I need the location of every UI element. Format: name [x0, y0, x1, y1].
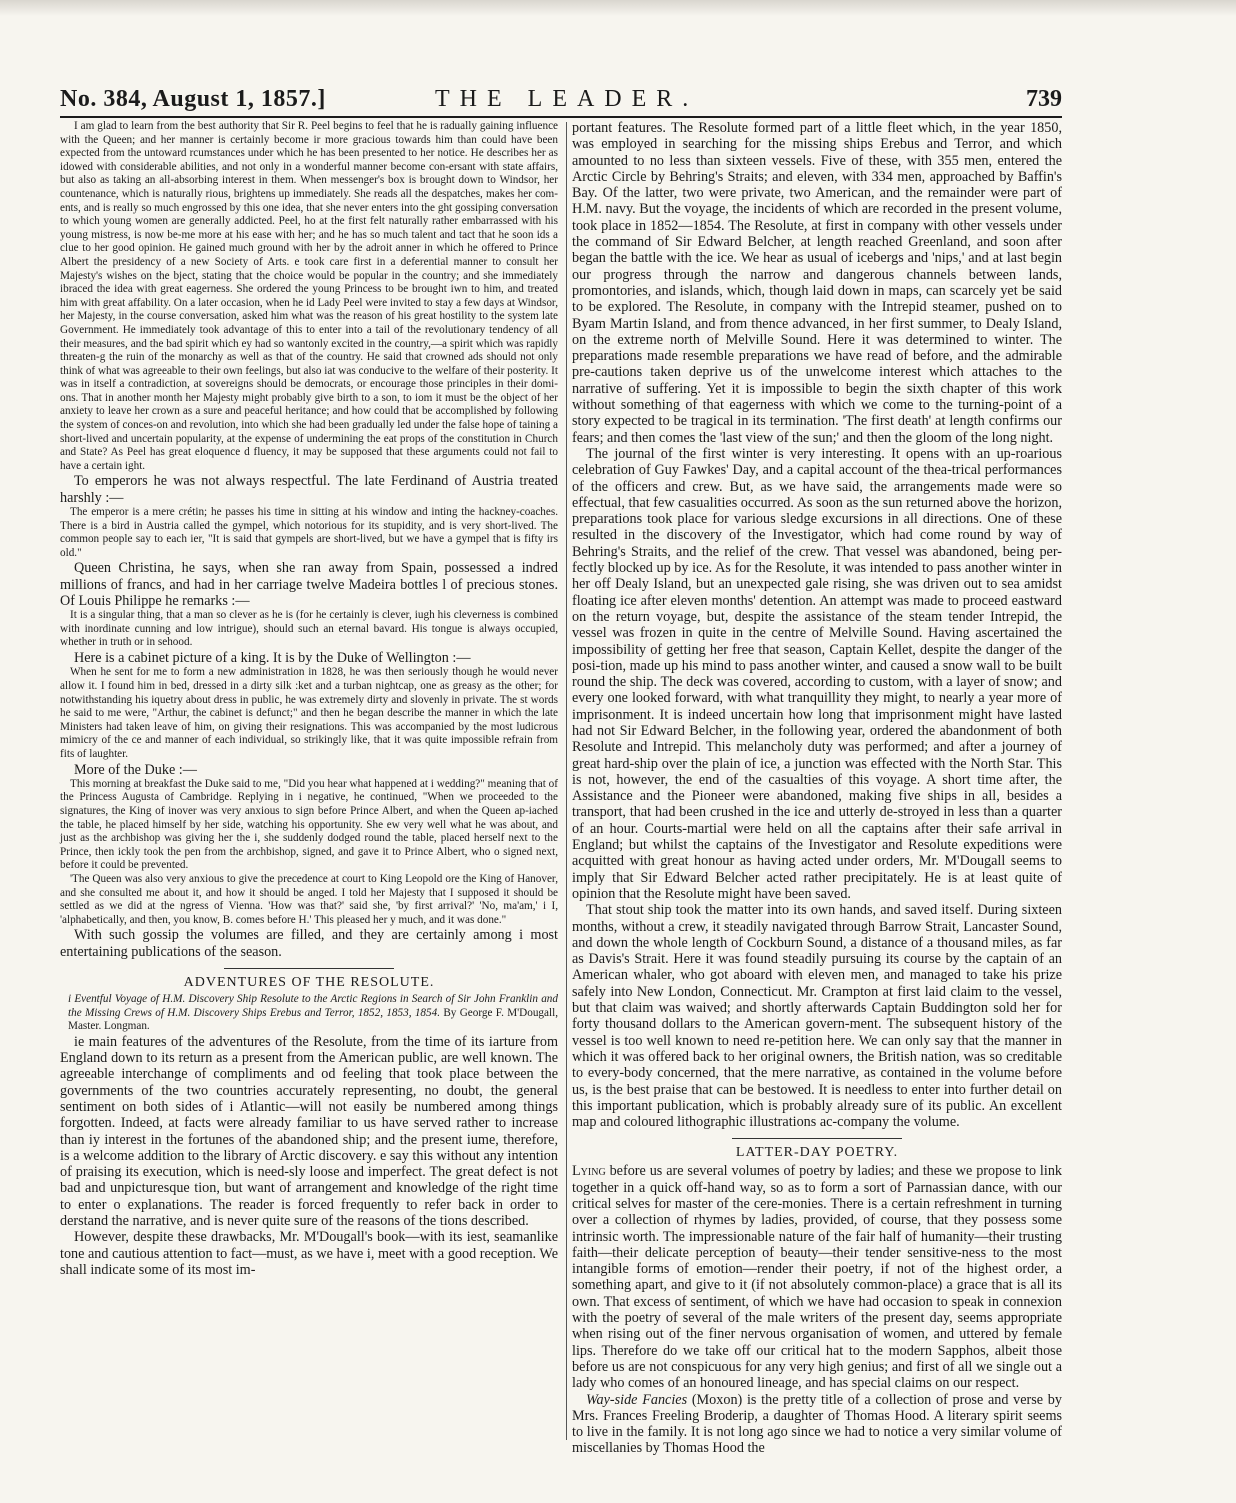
page-top-edge — [0, 0, 1236, 16]
quoted-paragraph: It is a singular thing, that a man so clever as he is (for he certainly is clever, iugh his cleverness is combined with inordinate cunning and low intrigue), should such an eternal bavard. His tongue is always occupied, whether in truth or in sehood. — [60, 609, 558, 649]
article-paragraph — [572, 1392, 1062, 1457]
article-paragraph: The journal of the first winter is very interesting. It opens with an up-roarious celebration of Guy Fawkes' Day, and a capital account of the thea-trical performances of the officers and crew. But, as we have said, the arrangements made were so effectual, that few casualities occurred. As soon as the sun returned above the horizon, preparations took place for various sledge excursions in all directions. One of these resulted in the discovery of the Investigator, which had come round by way of Behring's Straits, and the relief of the crew. That vessel was abandoned, being per-fectly blocked up by ice. As for the Resolute, it was intended to pass another winter in her off Dealy Island, but an unexpected gale rising, she was driven out to sea amidst floating ice after eleven months' detention. An attempt was made to proceed eastward on the return voyage, but, despite the assistance of the steam tender Intrepid, the vessel was frozen in quite in the centre of Melville Sound. Having ascertained the impossibility of getting her free that season, Captain Kellet, despite the danger of the posi-tion, made up his mind to pass another winter, and caused a snow wall to be built round the ship. The deck was covered, according to custom, with a layer of snow; and every one looked forward, with what tranquillity they might, to nearly a year more of imprisonment. It is indeed uncertain how long that imprisonment might have lasted had not Sir Edward Belcher, in the following year, ordered the abandonment of both Resolute and Intrepid. This melancholy duty was performed; and after a journey of great hard-ship over the plain of ice, a junction was effected with the North Star. This is not, however, the end of the casualties of this voyage. A short time after, the Assistance and the Pioneer were abandoned, making five ships in all, besides a transport, that had been crushed in the ice and utterly de-stroyed in less than a quarter of an hour. Courts-martial were held on all the captains after their safe arrival in England; but whilst the captains of the Investigator and Resolute expeditions were acquitted with great honour as having acted under orders, Mr. M'Dougall seems to imply that Sir Edward Belcher acted rather precipitately. He is at least quite of opinion that the Resolute might have been saved. — [572, 445, 1062, 902]
left-column — [60, 120, 558, 1440]
page-number: 739 — [1026, 86, 1062, 112]
article-paragraph: More of the Duke :— — [74, 761, 197, 778]
book-publisher: Longman. — [104, 1020, 150, 1033]
article-paragraph: ie main features of the adventures of the Resolute, from the time of its iarture from England down to its return as a present from the American public, are well known. The agreeable interchange of compliments and od feeling that took place between the governments of the two countries accurately representing, no doubt, the general sentiment on both sides of i Atlantic—will not easily be numbered among things forgotten. Indeed, at facts were already familiar to us have served rather to increase than iy interest in the fortunes of the abandoned ship; and the present iume, therefore, is a welcome addition to the library of Arctic discovery. e say this without any intention of praising its execution, which is need-sly loose and imperfect. The great defect is not bad and unpicturesque tion, but want of arrangement and knowledge of the right time to enter o explanations. The reader is forced frequently to refer back in order to derstand the narrative, and is never quite sure of the reasons of the tions described. — [60, 1033, 558, 1229]
article-paragraph: That stout ship took the matter into its own hands, and saved itself. During sixteen months, without a crew, it steadily navigated through Barrow Strait, Lancaster Sound, and down the whole length of Cockburn Sound, a distance of a thousand miles, as far as Davis's Strait. Here it was found steadily pursuing its course by the captain of an American whaler, who got aboard with eleven men, and managed to take his prize safely into New London, Connecticut. Mr. Crampton at first laid claim to the vessel, but that claim was waived; and shortly afterwards Captain Buddington sold her for forty thousand dollars to the American govern-ment. The subsequent history of the vessel is too well known to need re-petition here. We can only say that the manner in which it was offered back to her original owners, the British nation, was so creditable to every-body concerned, that the mere narrative, as contained in the volume before us, is the best praise that can be bestowed. It is needless to enter into further detail on this important publication, which is probably already sure of its public. An excellent map and coloured lithographic illustrations ac-company the volume. — [572, 902, 1062, 1131]
section-divider — [224, 968, 394, 969]
article-paragraph: portant features. The Resolute formed part of a little fleet which, in the year 1850, was employed in searching for the missing ships Erebus and Terror, and which amounted to no less than sixteen vessels. Five of these, with 355 men, entered the Arctic Circle by Behring's Straits; and eleven, with 334 men, approached by Baffin's Bay. Of the latter, two were private, two American, and the remainder were part of H.M. navy. But the voyage, the incidents of which are recorded in the present volume, took place in 1852—1854. The Resolute, at first in company with other vessels under the command of Sir Edward Belcher, at length reached Greenland, and soon after began the battle with the ice. We hear as usual of icebergs and 'nips,' and at last begin our progress through the narrow and dangerous channels between lands, promontories, and islands, which, though laid down in maps, can scarcely yet be said to be explored. The Resolute, in company with the Intrepid steamer, pushed on to Byam Martin Island, and from thence advanced, in her first summer, to Dealy Island, on the extreme north of Melville Sound. Here it was determined to winter. The preparations made resemble preparations we have read of before, and the admirable pre-cautions taken deprive us of the unwelcome interest which attaches to the narrative of suffering. Yet it is impossible to begin the sixth chapter of this work without something of that eagerness with which we come to the turning-point of a story expected to be tragical in its termination. 'The first death' at length confirms our fears; and then comes the 'last view of the sun;' and then the gloom of the long night. — [572, 120, 1062, 446]
book-citation — [60, 993, 558, 1034]
quoted-paragraph: The emperor is a mere crétin; he passes his time in sitting at his window and inting the hackney-coaches. There is a bird in Austria called the gympel, which notorious for its stupidity, and is very short-lived. The common people say to each ier, "It is said that gympels are short-lived, but we have a gympel that is fifty irs old." — [60, 506, 558, 559]
article-paragraph: To emperors he was not always respectful. The late Ferdinand of Austria treated harshly :— — [60, 473, 558, 506]
header-rule — [60, 116, 1062, 118]
book-author: By George F. M'Dougall, Master. — [68, 1006, 559, 1033]
issue-number: No. 384, August 1, 1857.] — [60, 86, 326, 112]
page-header — [60, 86, 1062, 120]
section-divider — [732, 1138, 902, 1139]
section-heading: LATTER-DAY POETRY. — [735, 1145, 899, 1161]
book-title: i Eventful Voyage of H.M. Discovery Ship Resolute to the Arctic Regions in Search of Sir John Franklin and the Missing Crews of H.M. Discovery Ships Erebus and Terror, 1852, 1853, 1854. — [68, 992, 558, 1019]
column-divider — [566, 122, 567, 1440]
quoted-paragraph: When he sent for me to form a new administration in 1828, he was then seriously though he would never allow it. I found him in bed, dressed in a dirty silk :ket and a turban nightcap, one as greasy as the other; for notwithstanding his iquetry about dress in public, he was extremely dirty and slovenly in private. The st words he said to me were, "Arthur, the cabinet is defunct;" and then he began describe the manner in which the late Ministers had taken leave of him, on giving their resignations. This was accompanied by the most ludicrous mimicry of the ce and manner of each individual, so strikingly like, that it was quite impossible refrain from fits of laughter. — [60, 666, 558, 760]
article-paragraph — [572, 1163, 1062, 1391]
article-paragraph: With such gossip the volumes are filled, and they are certainly among i most entertaining publications of the season. — [60, 927, 558, 960]
quoted-paragraph: 'The Queen was also very anxious to give the precedence at court to King Leopold ore the King of Hanover, and she consulted me about it, and how it should be anged. I told her Majesty that I supposed it should be settled as we did at the ngress of Vienna. 'How was that?' said she, 'by first arrival?' 'No, ma'am,' i I, 'alphabetically, and then, you know, B. comes before H.' This pleased her y much, and it was done." — [60, 872, 558, 926]
newspaper-title: THE LEADER. — [435, 86, 699, 112]
article-paragraph: However, despite these drawbacks, Mr. M'Dougall's book—with its iest, seamanlike tone and cautious attention to fact—must, as we have i, meet with a good reception. We shall indicate some of its most im- — [60, 1229, 558, 1278]
paragraph-text: (Moxon) is the pretty title of a collection of prose and verse by Mrs. Frances Freeling Broderip, a daughter of Thomas Hood. A literary spirit seems to live in the family. It is not long ago since we had to notice a very similar volume of miscellanies by Thomas Hood the — [572, 1391, 1062, 1457]
paragraph-text: before us are several volumes of poetry by ladies; and these we propose to link together in a quick off-hand way, so as to form a sort of Parnassian dance, with our critical selves for master of the cere-monies. There is a certain refreshment in turning over a collection of rhymes by ladies, provided, of course, that they possess some intrinsic worth. The impressionable nature of the fair half of humanity—their trusting faith—their delicate perception of beauty—their tender sensitive-ness to the most intangible forms of emotion—render their poetry, if not of the highest order, a something apart, and give to it (if not absolutely common-place) a grace that is all its own. That excess of sentiment, of which we have had occasion to speak in connexion with the poetry of several of the male writers of the present day, seems appropriate when rising out of the finer nervous organisation of women, and uttered by female lips. Therefore do we take off our critical hat to the modern Sapphos, albeit those before us are not conspicuous for any very high genius; and first of all we single out a lady who comes of an honoured lineage, and has special claims on our respect. — [572, 1163, 1063, 1392]
article-paragraph: I am glad to learn from the best authority that Sir R. Peel begins to feel that he is radually gaining influence with the Queen; and her manner is certainly become ir more gracious towards him than could have been expected from the untoward rcumstances under which he has been presented to her notice. He describes her as idowed with considerable abilities, and not only in a wonderful manner become con-ersant with state affairs, but also as taking an all-absorbing interest in them. When messenger's box is brought down to Windsor, her countenance, which is naturally rious, brightens up immediately. She reads all the despatches, makes her com-ents, and is really so much engrossed by this one idea, that she never enters into the ght gossiping conversation to which young women are generally addicted. Peel, ho at the first felt naturally rather embarrassed with his young mistress, is now be-me more at his ease with her; and he has so much talent and tact that he soon ids a clue to her good opinion. He gained much ground with her by the adroit anner in which he offered to Prince Albert the presidency of a new Society of Arts. e took care first in a deferential manner to consult her Majesty's wishes on the bject, stating that the choice would be popular in the country; and she immediately ibraced the idea with great eagerness. She ordered the young Princess to be brought iwn to him, and treated him with great affability. On a later occasion, when he id Lady Peel were invited to stay a few days at Windsor, her Majesty, in the course conversation, asked him what was the reason of his great hostility to the system late Government. He immediately took advantage of this to enter into a tail of the revolutionary tendency of all their measures, and the bad spirit which ey had so wantonly excited in the country,—a spirit which was rapidly threaten-g the ruin of the monarchy as well as that of the country. He said that crowned ads should not only think of what was agreeable to their own feelings, but also iat was conducive to the welfare of their posterity. It was in itself a contradiction, at sovereigns should be democrats, or encourage those principles in their domi-ons. That in another month her Majesty might probably give birth to a son, to iom it must be the object of her anxiety to leave her crown as a sure and peaceful heritance; and how could that be accomplished by following the system of conces-on and revolution, into which she had been gradually led under the false hope of taining a short-lived and uncertain popularity, at the expense of undermining the eat props of the constitution in Church and State? As Peel has great eloquence d fluency, it may be supposed that these arguments could not fail to have a certain ight. — [60, 120, 558, 472]
quoted-paragraph: This morning at breakfast the Duke said to me, "Did you hear what happened at i wedding?" meaning that of the Princess Augusta of Cambridge. Replying in i negative, he continued, "When we proceeded to the signatures, the King of inover was very anxious to sign before Prince Albert, and when the Queen ap-iached the table, he placed himself by her side, watching his opportunity. She ew very well what he was about, and just as the archbishop was giving her the i, she suddenly dodged round the table, placed herself next to the Prince, then ickly took the pen from the archbishop, signed, and gave it to Prince Albert, who o signed next, before it could be prevented. — [60, 777, 558, 872]
book-title: Way-side Fancies — [586, 1391, 688, 1408]
article-paragraph: Here is a cabinet picture of a king. It is by the Duke of Wellington :— — [74, 650, 471, 667]
right-column — [572, 120, 1063, 1457]
article-paragraph: Queen Christina, he says, when she ran away from Spain, possessed a indred millions of francs, and had in her carriage twelve Madeira bottles l of precious stones. Of Louis Philippe he remarks :— — [60, 560, 558, 609]
section-heading: ADVENTURES OF THE RESOLUTE. — [183, 974, 435, 990]
lead-word: Lying — [572, 1163, 606, 1180]
